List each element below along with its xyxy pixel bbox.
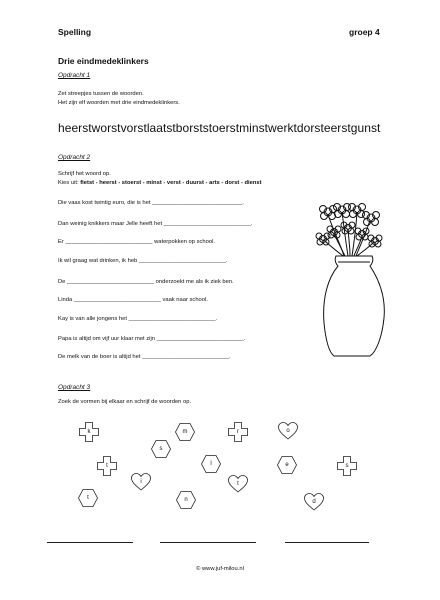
shape-letter: k [87,429,91,435]
hexagon-shape [78,489,98,507]
answer-line[interactable] [160,542,256,543]
hexagon-shape [151,440,171,458]
shape-letter: d [312,499,316,505]
shape-letter: m [182,429,188,435]
hexagon-shape [277,456,297,474]
shape-letter: r [237,429,239,435]
sentence-9: De melk van de boer is altijd het ___________________________. [58,354,231,360]
shape-letter: s [345,463,349,469]
flower-icon [327,226,341,238]
sentence-5: De ___________________________ onderzoekt me als ik ziek ben. [58,279,234,285]
cross-shape [97,456,117,476]
opdracht-3-label: Opdracht 3 [58,384,91,391]
opdracht-1-instruction-2: Het zijn elf woorden met drie eindmedeklinkers. [58,100,180,106]
word-choices-label: Kies uit: [58,180,79,186]
sentence-4: Ik wil graag wat drinken, ik heb ___________________________. [58,258,228,264]
word-choices [58,179,262,188]
sentence-1: Die vaas kost twintig euro, die is het ____________________________. [58,200,244,206]
opdracht-2-instruction: Schrijf het woord op. [58,171,111,177]
cross-shape [337,456,357,476]
opdracht-3-instruction: Zoek de vormen bij elkaar en schrijf de woorden op. [58,399,192,405]
hexagon-shape [201,455,221,473]
footer-copyright: © www.juf-milou.nl [196,566,244,572]
opdracht-2-label: Opdracht 2 [58,154,91,161]
shape-letter: e [285,462,289,468]
cross-shape [79,422,99,442]
hexagon-shape [176,491,196,509]
shape-letter: n [184,497,188,503]
sentence-3: Er ___________________________ waterpokken op school. [58,239,215,245]
shape-letter: i [140,479,142,485]
sentence-2: Dan weinig knikkers maar Jelle heeft het ___________________________. [58,221,253,227]
sentence-8: Papa is altijd om vijf uur klaar met zijn ___________________________. [58,336,246,342]
word-puzzle: heerstworstvorstlaatstborststoerstminstwerktdorsteerstgunst [58,121,381,135]
vase-with-flowers-illustration [310,198,400,363]
heart-shape [304,493,324,511]
answer-line[interactable] [47,542,133,543]
header-subject: Spelling [58,27,92,37]
page-title: Drie eindmedeklinkers [58,56,149,66]
shape-letter: o [286,428,290,434]
shape-letter: t [87,495,89,501]
answer-line[interactable] [285,542,369,543]
heart-shape [131,473,151,491]
header-grade: groep 4 [349,27,380,37]
shape-letter: s [159,446,163,452]
opdracht-1-instruction-1: Zet streepjes tussen de woorden. [58,91,144,97]
flower-icon [363,212,380,226]
word-choices-list: fietst - heerst - stoerst - minst - verst - duurst - arts - dorst - dienst [80,180,262,186]
sentence-7: Kay is van alle jongens het ___________________________. [58,316,218,322]
shape-letter: t [106,463,108,469]
hexagon-shape [175,423,195,441]
shape-letter: t [237,481,239,487]
sentence-6: Linda ___________________________ vaak naar school. [58,297,208,303]
shape-letter: l [210,461,212,467]
cross-shape [228,422,248,442]
heart-shape [228,475,248,493]
heart-shape [278,422,298,440]
opdracht-1-label: Opdracht 1 [58,72,91,79]
